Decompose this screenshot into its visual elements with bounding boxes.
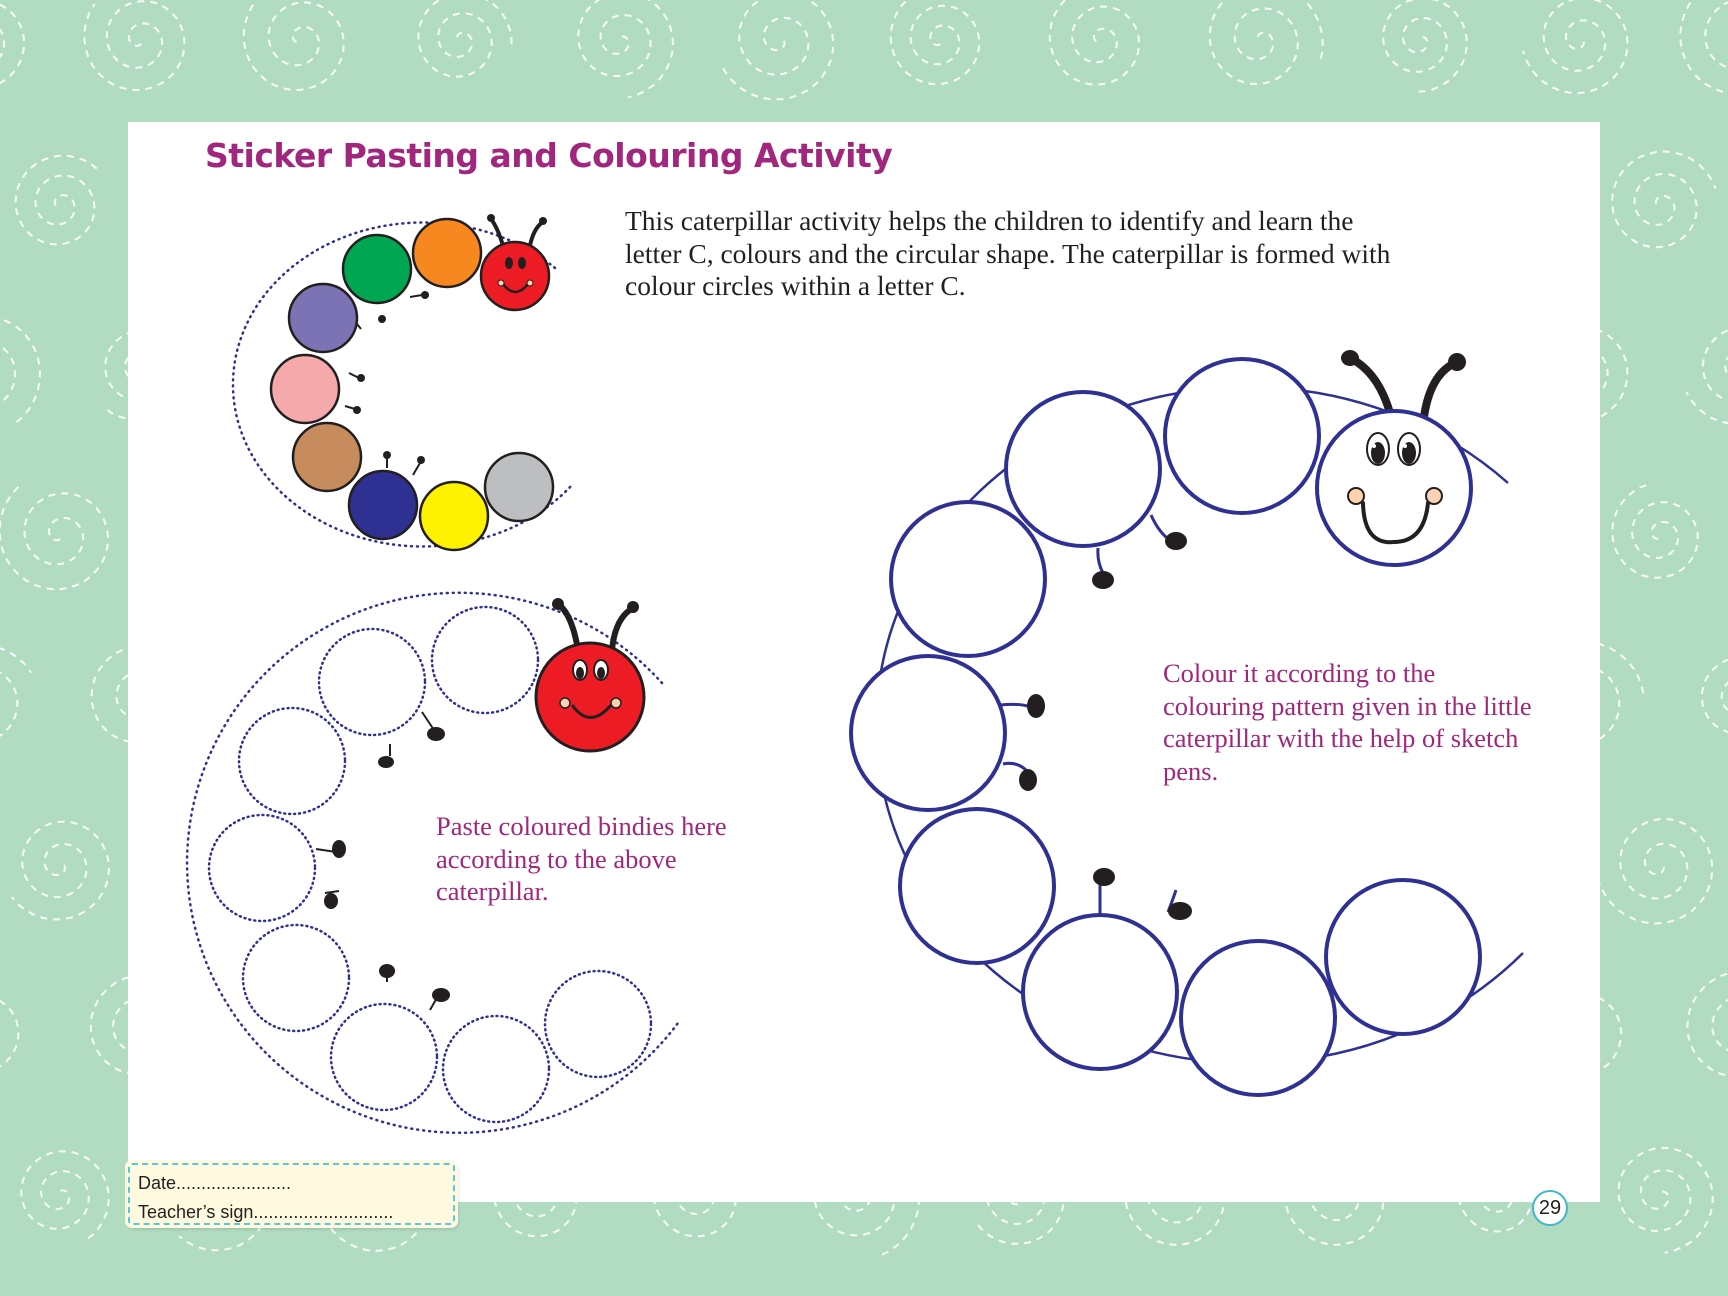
date-and-sign-box (128, 1163, 455, 1225)
dotted-caterpillar-head (536, 598, 644, 751)
big-caterpillar-head (1317, 350, 1471, 565)
colour-instruction: Colour it according to the colouring pattern given in the little caterpillar with the help of sketch pens. (1163, 658, 1532, 786)
blank-circle[interactable] (1181, 941, 1335, 1095)
date-field: Date....................... (138, 1173, 292, 1193)
yellow-circle (420, 482, 488, 550)
colour-pattern-caterpillar (233, 214, 572, 550)
pink-circle (271, 355, 339, 423)
activity-description: This caterpillar activity helps the children to identify and learn the letter C, colours and the circular shape. The caterpillar is formed with colour circles within a letter C. (625, 205, 1391, 301)
page-number: 29 (1532, 1190, 1568, 1226)
grey-circle (485, 453, 553, 521)
orange-circle (413, 219, 481, 287)
blank-circle[interactable] (1326, 880, 1480, 1034)
blank-circle[interactable] (1023, 915, 1177, 1069)
brown-circle (293, 423, 361, 491)
paste-instruction: Paste coloured bindies here according to the above caterpillar. (436, 811, 727, 906)
page-title: Sticker Pasting and Colouring Activity (205, 136, 893, 175)
green-circle (343, 235, 411, 303)
blank-circle[interactable] (891, 502, 1045, 656)
teacher-sign-field: Teacher’s sign............................ (138, 1202, 394, 1222)
blank-circle[interactable] (1165, 359, 1319, 513)
blank-circle[interactable] (851, 656, 1005, 810)
blank-circle[interactable] (1006, 392, 1160, 546)
small-caterpillar-head (481, 214, 549, 310)
blue-circle (349, 471, 417, 539)
purple-circle (289, 284, 357, 352)
blank-circle[interactable] (900, 809, 1054, 963)
